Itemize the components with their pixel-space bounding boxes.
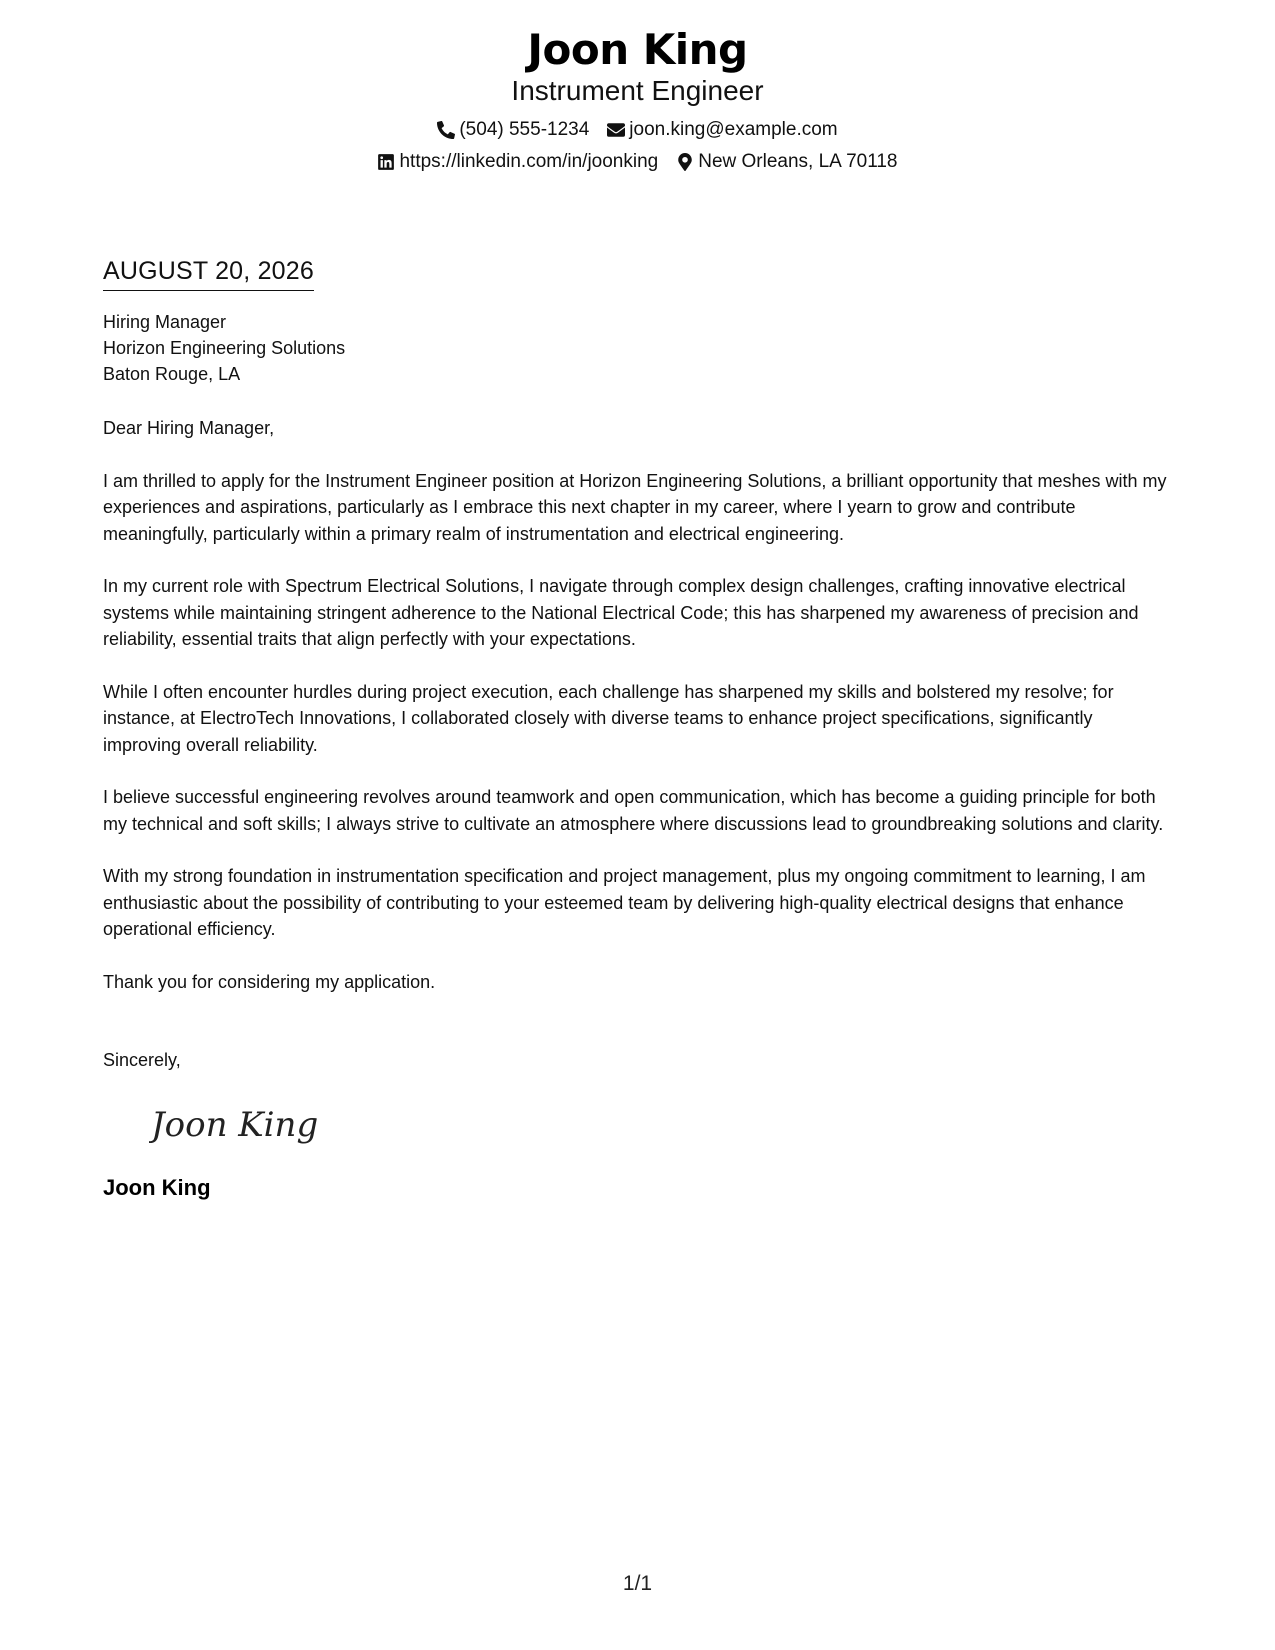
contact-row-2 [0, 150, 1275, 174]
contact-email[interactable] [607, 118, 837, 142]
page-indicator: 1/1 [622, 1572, 653, 1595]
contact-linkedin[interactable] [377, 150, 658, 174]
recipient-line: Baton Rouge, LA [103, 364, 241, 384]
envelope-icon [607, 121, 625, 139]
location-text: New Orleans, LA 70118 [698, 151, 898, 172]
map-marker-icon [676, 153, 694, 171]
signature-image [149, 1096, 324, 1152]
recipient-line: Hiring Manager [103, 312, 227, 332]
recipient-block [103, 309, 1173, 387]
letter-date: AUGUST 20, 2026 [103, 256, 314, 291]
letter-header [0, 22, 1275, 174]
paragraph: In my current role with Spectrum Electrical Solutions, I navigate through complex design challenges, crafting innovative electrical systems while maintaining stringent adherence to the National Electrical Code; this has sharpened my awareness of precision and reliability, essential traits that align perfectly with your expectations. [103, 576, 1139, 649]
linkedin-icon [377, 153, 395, 171]
linkedin-text: https://linkedin.com/in/joonking [399, 151, 659, 172]
phone-icon [437, 121, 455, 139]
recipient-line: Horizon Engineering Solutions [103, 338, 346, 358]
paragraph: I am thrilled to apply for the Instrument Engineer position at Horizon Engineering Solutions, a brilliant opportunity that meshes with my experiences and aspirations, particularly as I embrace this next chapter in my career, where I yearn to grow and contribute meaningfully, particularly within a primary realm of instrumentation and electrical engineering. [103, 470, 1167, 544]
letter-body [103, 256, 1173, 1202]
contact-location [676, 150, 897, 174]
closing: Sincerely, [103, 1050, 181, 1070]
salutation: Dear Hiring Manager, [103, 418, 275, 438]
applicant-title: Instrument Engineer [511, 75, 764, 106]
applicant-name: Joon King [527, 25, 748, 74]
signature [149, 1096, 1173, 1152]
paragraph: While I often encounter hurdles during project execution, each challenge has sharpened my skills and bolstered my resolve; for instance, at ElectroTech Innovations, I collaborated closely with diverse teams to enhance project specifications, significantly improving overall reliability. [103, 681, 1114, 755]
contact-row-1 [0, 118, 1275, 142]
email-text: joon.king@example.com [629, 119, 838, 140]
contact-phone[interactable] [437, 118, 589, 142]
paragraph: I believe successful engineering revolves around teamwork and open communication, which has become a guiding principle for both my technical and soft skills; I always strive to cultivate an atmosphere where discussions lead to groundbreaking solutions and clarity. [103, 787, 1164, 834]
paragraph: Thank you for considering my application. [103, 971, 436, 992]
signature-text: Joon King [151, 1104, 319, 1145]
paragraph: With my strong foundation in instrumentation specification and project management, plus my ongoing commitment to learning, I am enthusiastic about the possibility of contributing to your esteemed team by delivering high-quality electrical designs that enhance operational efficiency. [103, 866, 1146, 939]
signer-name: Joon King [103, 1174, 211, 1200]
phone-text: (504) 555-1234 [459, 119, 590, 140]
